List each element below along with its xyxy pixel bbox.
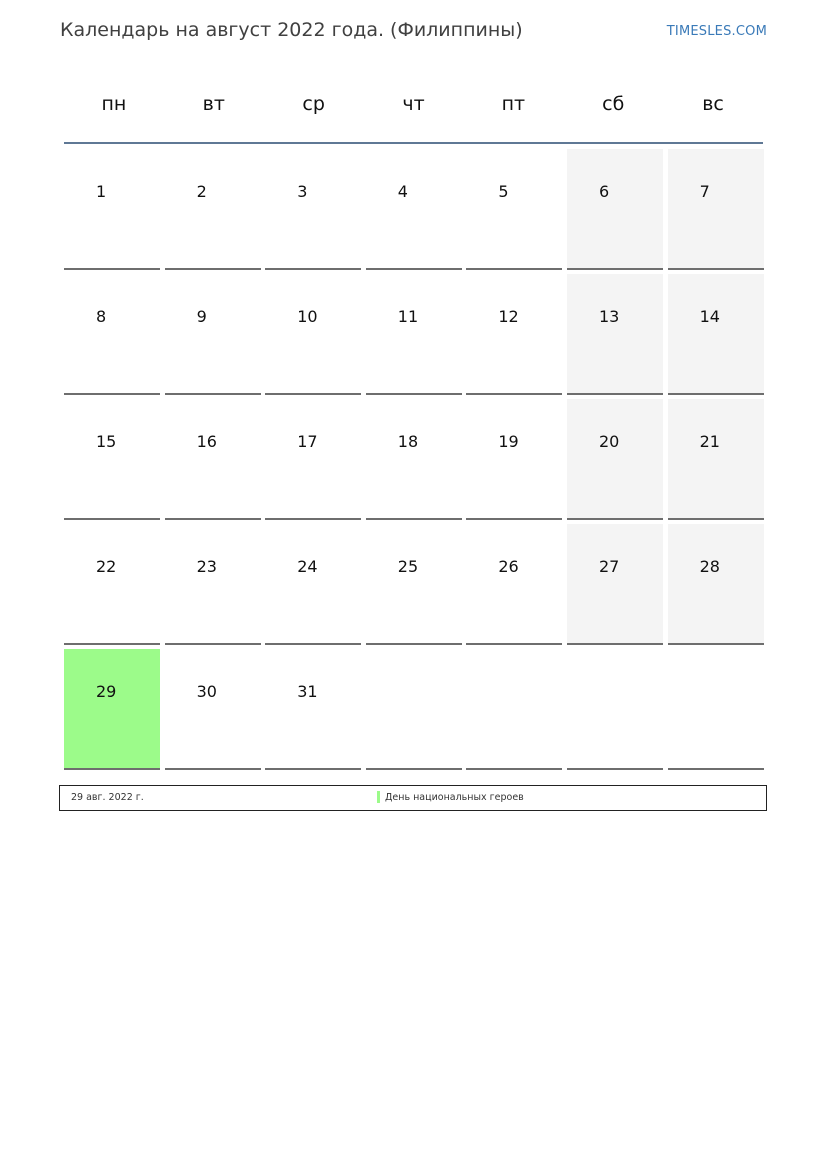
weekend-day-cell (567, 524, 663, 645)
header-divider (64, 142, 763, 144)
day-number: 25 (397, 557, 419, 576)
weekday-header (64, 80, 763, 128)
weekday-thu: чт (402, 93, 425, 115)
day-cell (466, 524, 562, 645)
day-number: 3 (297, 182, 308, 201)
day-number: 27 (598, 557, 620, 576)
day-cell (265, 149, 361, 270)
day-cell (64, 524, 160, 645)
day-number: 24 (297, 557, 318, 576)
day-number: 9 (196, 307, 207, 326)
day-number: 17 (297, 432, 318, 451)
day-number: 29 (96, 682, 117, 701)
day-cell (165, 149, 261, 270)
weekend-day-cell (668, 274, 764, 395)
day-cell (366, 399, 462, 520)
empty-day-cell (567, 649, 663, 770)
site-link[interactable]: TIMESLES.COM (666, 24, 767, 39)
day-cell (165, 399, 261, 520)
weekday-sun: вс (702, 93, 724, 115)
day-number: 1 (96, 182, 107, 201)
day-number: 30 (196, 682, 217, 701)
calendar-title: Календарь на август 2022 года. (Филиппины) (60, 19, 523, 41)
weekday-wed: ср (302, 93, 325, 115)
weekend-day-cell (567, 149, 663, 270)
day-number: 7 (699, 182, 710, 201)
day-cell (265, 524, 361, 645)
empty-day-cell (366, 649, 462, 770)
weekend-day-cell (668, 399, 764, 520)
day-number: 4 (397, 182, 408, 201)
day-number: 14 (699, 307, 720, 326)
day-number: 13 (598, 307, 620, 326)
empty-day-cell (466, 649, 562, 770)
holiday-color-marker (377, 791, 380, 803)
weekday-fri: пт (501, 93, 526, 115)
weekday-tue: вт (202, 93, 225, 115)
day-cell (265, 274, 361, 395)
legend-date: 29 авг. 2022 г. (71, 792, 144, 803)
day-number: 11 (397, 307, 419, 326)
holiday-day-cell (64, 649, 160, 770)
day-cell (165, 274, 261, 395)
weekend-day-cell (567, 274, 663, 395)
day-number: 26 (498, 557, 519, 576)
day-number: 21 (699, 432, 720, 451)
weekend-day-cell (567, 399, 663, 520)
day-number: 6 (598, 182, 610, 201)
day-number: 22 (96, 557, 117, 576)
day-cell (64, 399, 160, 520)
day-cell (366, 524, 462, 645)
day-cell (265, 649, 361, 770)
empty-day-cell (668, 649, 764, 770)
day-cell (366, 149, 462, 270)
day-number: 18 (397, 432, 419, 451)
day-number: 23 (196, 557, 217, 576)
day-cell (64, 274, 160, 395)
day-number: 20 (598, 432, 620, 451)
day-cell (466, 149, 562, 270)
day-cell (165, 524, 261, 645)
day-cell (165, 649, 261, 770)
weekday-sat: сб (602, 93, 625, 115)
day-number: 5 (498, 182, 509, 201)
day-cell (466, 274, 562, 395)
day-number: 16 (196, 432, 217, 451)
day-number: 2 (196, 182, 207, 201)
day-number: 8 (96, 307, 107, 326)
day-number: 19 (498, 432, 519, 451)
day-number: 12 (498, 307, 519, 326)
calendar-grid (64, 149, 764, 770)
day-cell (466, 399, 562, 520)
day-number: 15 (96, 432, 117, 451)
day-number: 10 (297, 307, 318, 326)
day-number: 28 (699, 557, 720, 576)
day-cell (64, 149, 160, 270)
weekend-day-cell (668, 149, 764, 270)
holiday-legend (59, 785, 767, 811)
day-number: 31 (297, 682, 318, 701)
day-cell (265, 399, 361, 520)
day-cell (366, 274, 462, 395)
weekday-mon: пн (101, 93, 127, 115)
weekend-day-cell (668, 524, 764, 645)
legend-holiday-name: День национальных героев (385, 792, 524, 803)
